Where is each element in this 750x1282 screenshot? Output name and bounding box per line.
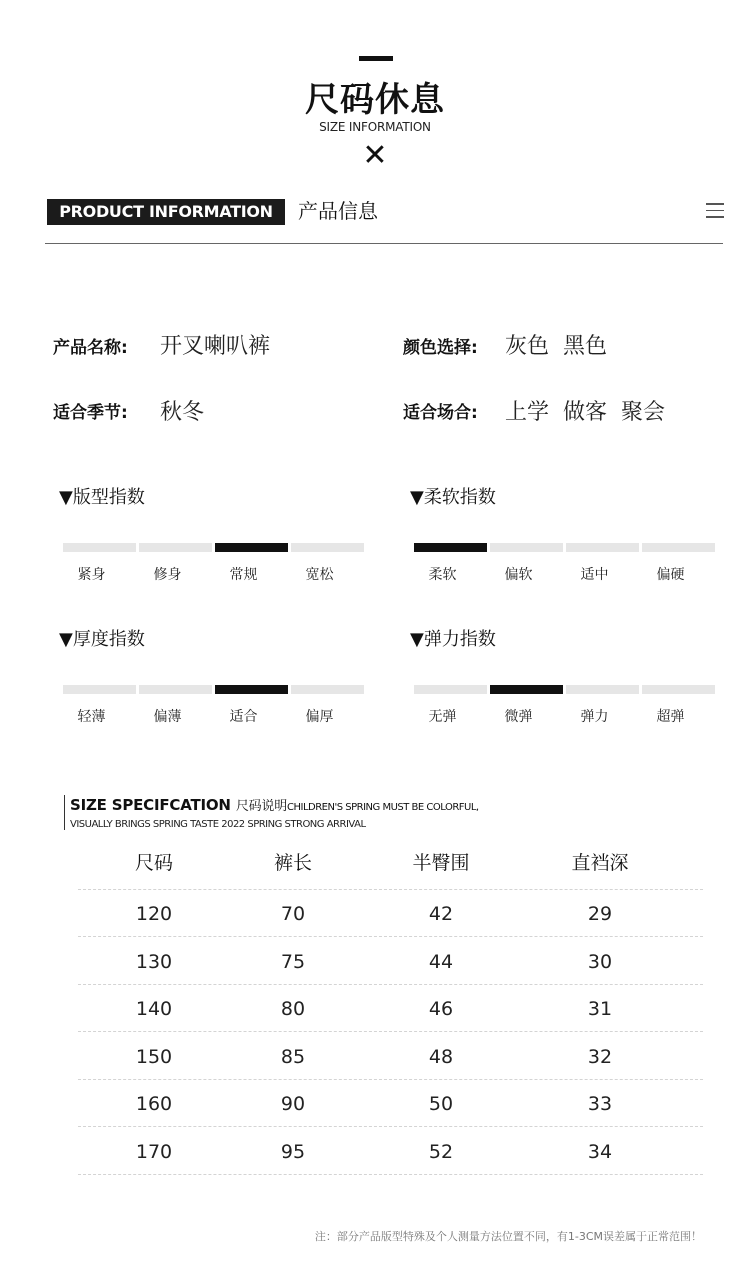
index-title: ▼弹力指数 [410, 629, 496, 650]
index-bar-segment [139, 543, 212, 552]
hamburger-icon [706, 203, 724, 219]
table-cell: 33 [587, 1093, 613, 1116]
color-label: 颜色选择: [403, 338, 478, 358]
index-option-label: 柔软 [428, 567, 457, 583]
table-divider [78, 1079, 703, 1080]
page-subtitle: SIZE INFORMATION [319, 120, 431, 134]
index-option-label: 紧身 [77, 567, 106, 583]
table-divider [78, 1031, 703, 1032]
index-option-label: 常规 [229, 567, 258, 583]
page-title: 尺码休息 [305, 80, 445, 120]
index-title: ▼版型指数 [59, 487, 145, 508]
spec-accent-line [64, 795, 65, 830]
table-cell: 30 [587, 950, 613, 973]
index-option-label: 微弹 [504, 709, 533, 725]
size-spec-title-cn: 尺码说明 [235, 799, 288, 814]
table-cell: 85 [280, 1045, 306, 1068]
table-divider [78, 889, 703, 890]
table-header-cell: 尺码 [134, 852, 173, 874]
occasion-label: 适合场合: [403, 403, 478, 423]
index-option-label: 偏薄 [153, 709, 182, 725]
table-cell: 44 [428, 950, 454, 973]
index-title: ▼柔软指数 [410, 487, 496, 508]
size-spec-title-en: SIZE SPECIFCATION [70, 796, 231, 814]
table-cell: 170 [135, 1141, 173, 1163]
footnote: 注：部分产品版型特殊及个人测量方法位置不同，有1-3CM误差属于正常范围！ [314, 1230, 702, 1243]
size-spec-tagline-2: VISUALLY BRINGS SPRING TASTE 2022 SPRING STRONG ARRIVAL [70, 819, 366, 830]
index-title: ▼厚度指数 [59, 629, 145, 650]
table-cell: 70 [280, 903, 306, 925]
table-divider [78, 936, 703, 937]
table-cell: 34 [587, 1141, 613, 1163]
index-bar-segment-selected [414, 543, 487, 552]
index-option-label: 超弹 [656, 709, 685, 725]
index-bar-segment [642, 543, 715, 552]
index-bar-segment [139, 685, 212, 694]
index-option-label: 宽松 [305, 567, 334, 583]
table-cell: 130 [135, 950, 173, 973]
season-value: 秋冬 [160, 400, 205, 425]
index-option-label: 适合 [229, 709, 258, 725]
index-option-label: 弹力 [580, 709, 609, 725]
table-cell: 42 [428, 903, 454, 925]
index-bar-segment [63, 685, 136, 694]
index-bar-segment [291, 543, 364, 552]
table-cell: 32 [587, 1045, 613, 1068]
table-cell: 160 [135, 1093, 173, 1116]
index-bar-segment [566, 685, 639, 694]
index-option-label: 偏硬 [656, 567, 685, 583]
table-cell: 150 [135, 1045, 173, 1068]
index-bar-segment [63, 543, 136, 552]
table-cell: 120 [135, 903, 173, 925]
index-bar-segment [490, 543, 563, 552]
size-spec-tagline-1: CHILDREN'S SPRING MUST BE COLORFUL, [287, 802, 479, 813]
table-cell: 29 [587, 903, 613, 925]
header-dash [359, 56, 393, 61]
index-option-label: 适中 [580, 567, 609, 583]
season-label: 适合季节: [53, 403, 128, 423]
index-bar-segment-selected [490, 685, 563, 694]
index-bar-segment [414, 685, 487, 694]
divider [45, 243, 723, 244]
table-header-cell: 直裆深 [571, 852, 629, 874]
table-divider [78, 1126, 703, 1127]
index-bar-segment [566, 543, 639, 552]
product-name-label: 产品名称: [53, 338, 128, 358]
table-cell: 52 [428, 1141, 454, 1163]
table-header-cell: 半臀围 [412, 852, 470, 874]
table-cell: 95 [280, 1141, 306, 1163]
index-option-label: 轻薄 [77, 709, 106, 725]
table-divider [78, 984, 703, 985]
index-bar-segment-selected [215, 685, 288, 694]
table-cell: 48 [428, 1045, 454, 1068]
size-spec-title [70, 796, 479, 817]
index-bar-segment [642, 685, 715, 694]
table-cell: 90 [280, 1093, 306, 1116]
close-icon: ✕ [362, 138, 388, 173]
index-bar-segment [291, 685, 364, 694]
index-option-label: 偏厚 [305, 709, 334, 725]
table-cell: 140 [135, 998, 173, 1021]
product-name-value: 开叉喇叭裤 [160, 334, 271, 359]
index-option-label: 修身 [153, 567, 182, 583]
index-bar-segment-selected [215, 543, 288, 552]
table-cell: 75 [280, 950, 306, 973]
table-header-cell: 裤长 [273, 852, 312, 874]
index-option-label: 无弹 [428, 709, 457, 725]
occasion-value: 上学 做客 聚会 [505, 400, 665, 425]
product-information-label: PRODUCT INFORMATION [47, 199, 285, 225]
table-divider [78, 1174, 703, 1175]
product-information-cn: 产品信息 [298, 199, 378, 223]
table-cell: 31 [587, 998, 613, 1021]
table-cell: 46 [428, 998, 454, 1021]
color-value: 灰色 黑色 [505, 334, 607, 359]
index-option-label: 偏软 [504, 567, 533, 583]
table-cell: 50 [428, 1093, 454, 1116]
table-cell: 80 [280, 998, 306, 1021]
